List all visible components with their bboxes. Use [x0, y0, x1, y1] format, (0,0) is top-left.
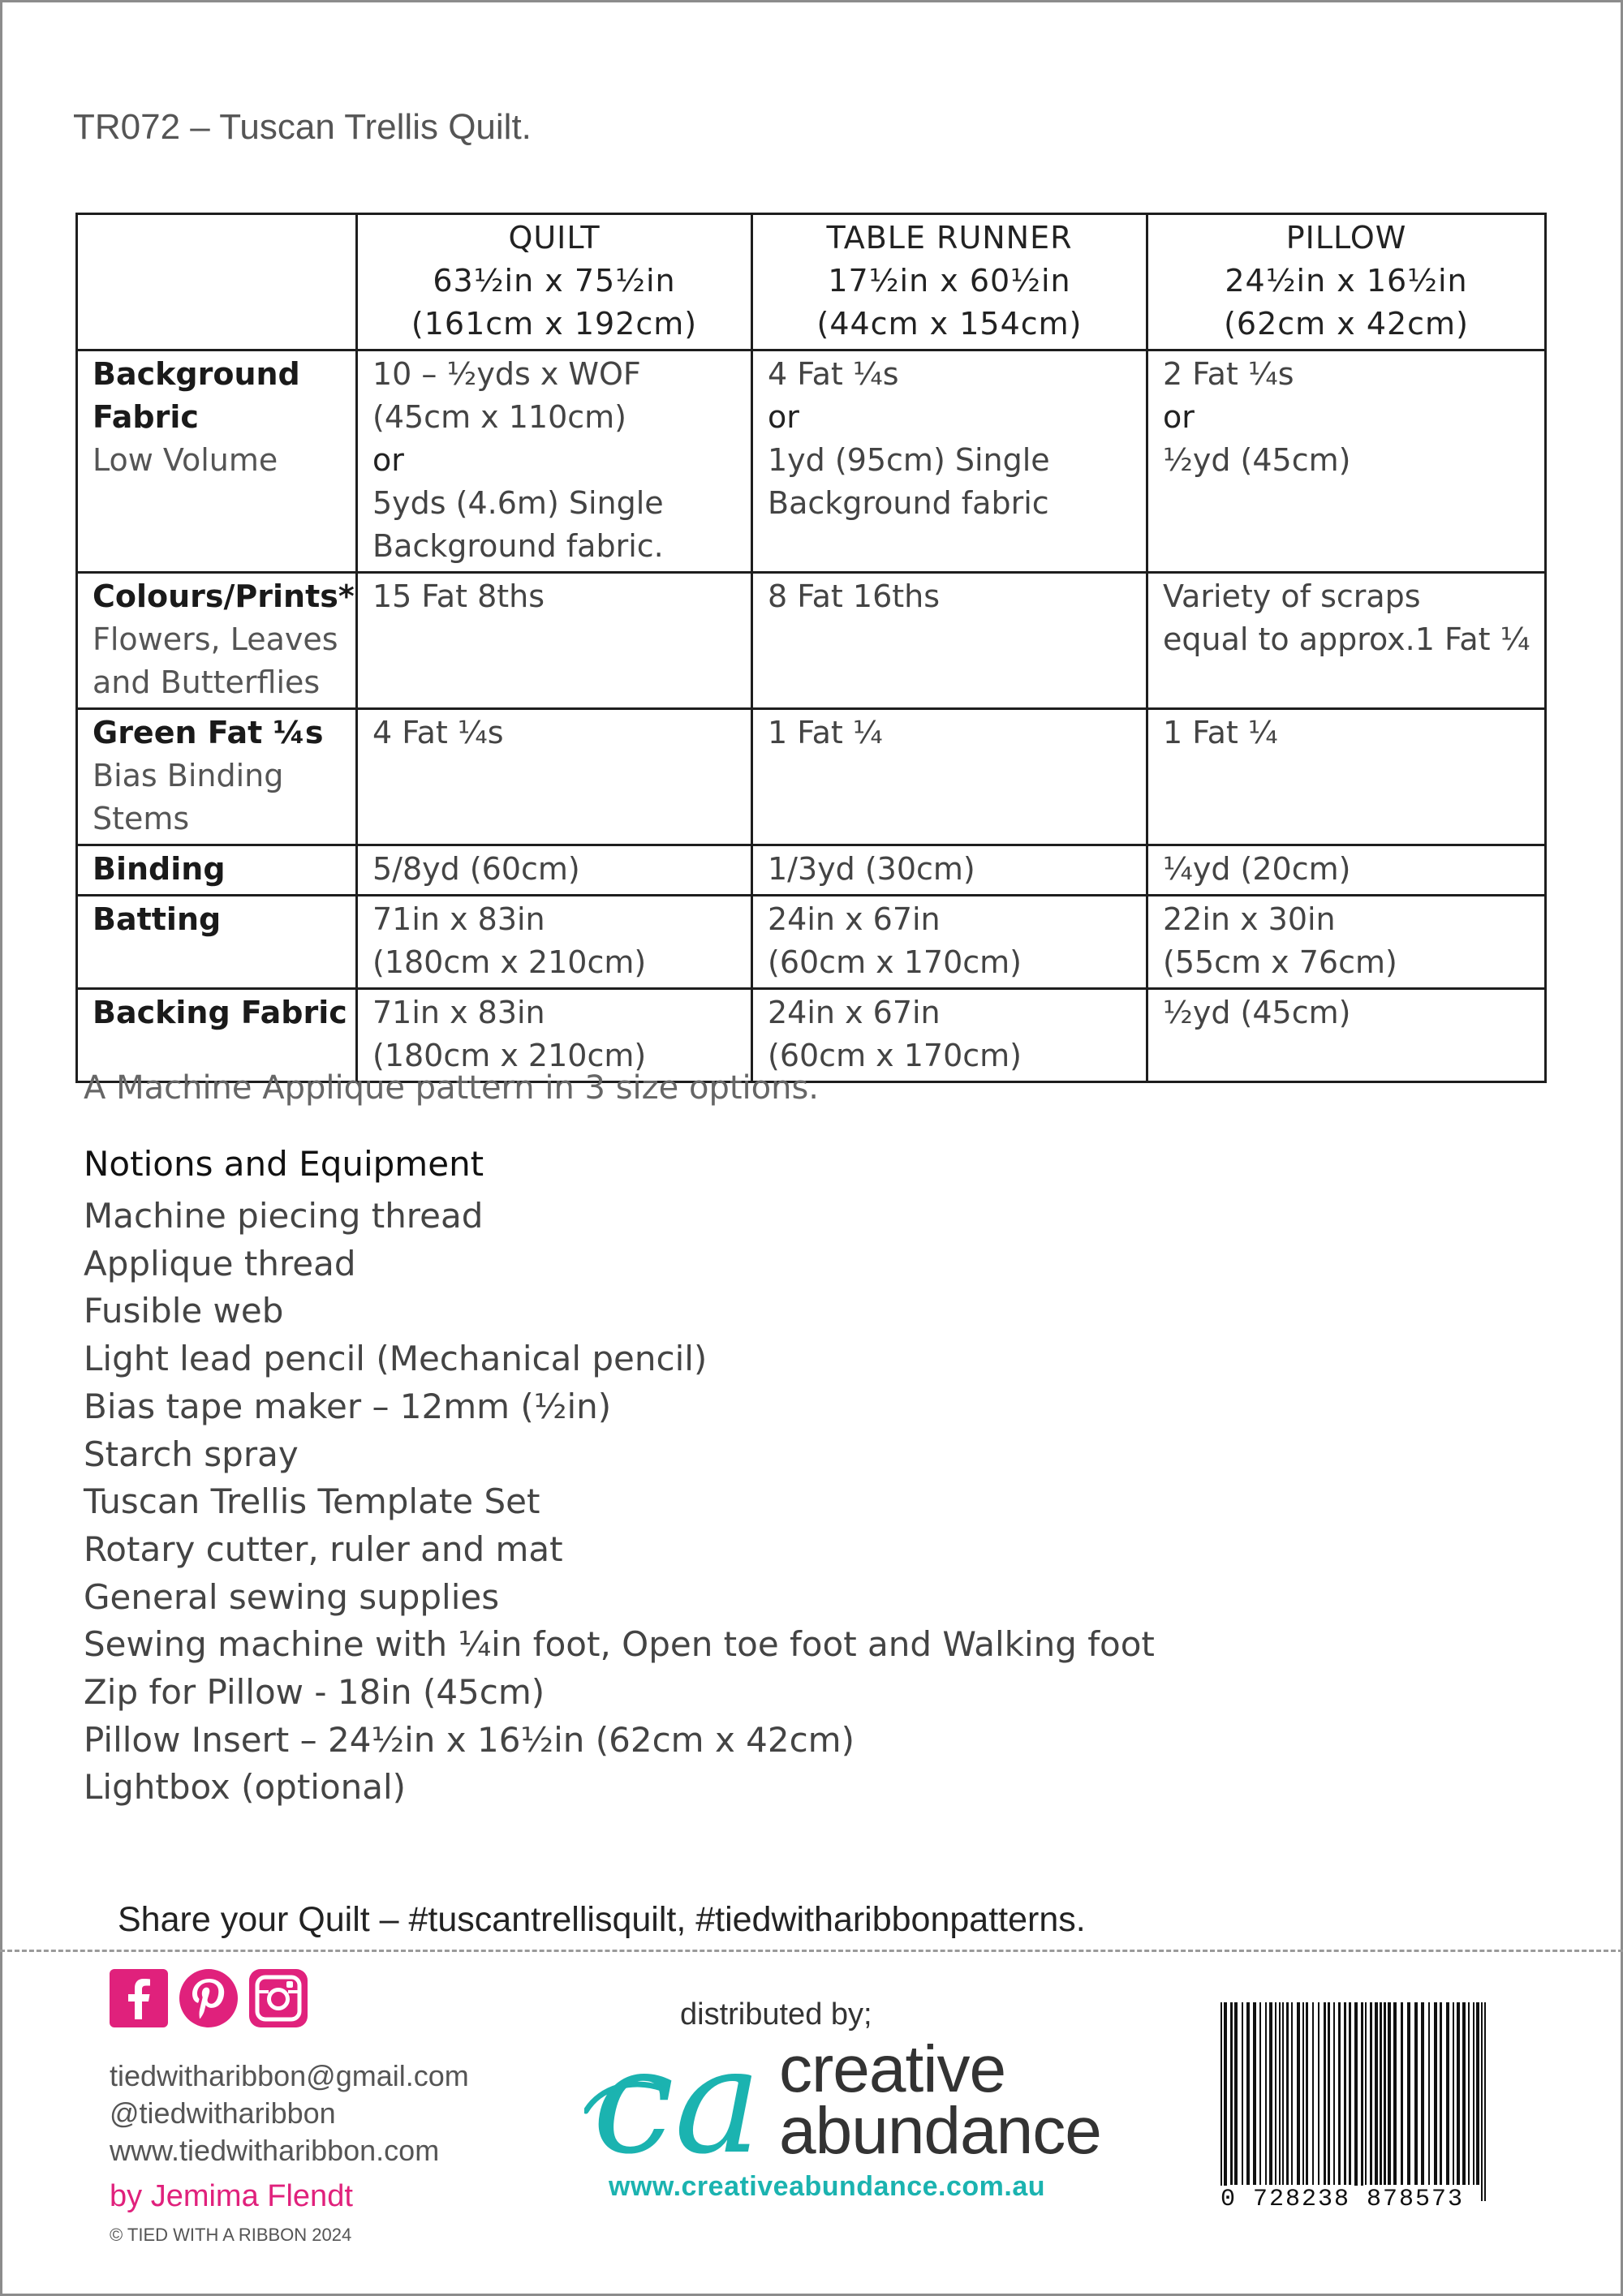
- barcode-bar: [1242, 2002, 1243, 2185]
- cell-line: 71in x 83in: [372, 901, 545, 937]
- barcode-bar: [1481, 2002, 1483, 2201]
- distributor-url[interactable]: www.creativeabundance.com.au: [609, 2171, 1046, 2202]
- cell-line: 4 Fat ¼s: [768, 356, 899, 392]
- barcode-bar: [1476, 2002, 1479, 2185]
- notion-item: Tuscan Trellis Template Set: [84, 1481, 540, 1522]
- cell-line: 15 Fat 8ths: [372, 578, 545, 614]
- dashed-divider: [0, 1950, 1623, 1952]
- cell-quilt: [357, 350, 752, 573]
- share-text: Share your Quilt – #tuscantrellisquilt, #tiedwitharibbonpatterns.: [118, 1900, 1086, 1939]
- column-header: [357, 214, 752, 350]
- row-title: Backing Fabric: [93, 995, 347, 1030]
- pinterest-icon[interactable]: [179, 1969, 238, 2027]
- cell-pillow: [1147, 845, 1546, 896]
- barcode-bar: [1220, 2002, 1222, 2201]
- barcode-bar: [1457, 2002, 1460, 2185]
- row-title: Colours/Prints*: [93, 578, 355, 614]
- barcode-bar: [1365, 2002, 1367, 2185]
- cell-pillow: [1147, 709, 1546, 845]
- barcode-bar: [1282, 2002, 1284, 2185]
- barcode-bar: [1302, 2002, 1304, 2185]
- cell-line: 1yd (95cm) Single: [768, 442, 1050, 478]
- table-row: [77, 573, 1546, 709]
- barcode-bar: [1297, 2002, 1300, 2185]
- creative-abundance-logo-icon: [584, 2030, 787, 2168]
- barcode-bar: [1453, 2002, 1454, 2185]
- author-credit: by Jemima Flendt: [110, 2179, 353, 2213]
- cell-line: (45cm x 110cm): [372, 399, 626, 435]
- barcode-bar: [1349, 2002, 1351, 2185]
- cell-runner: [752, 896, 1147, 989]
- barcode-bar: [1384, 2002, 1386, 2185]
- distributor-name-line1: creative: [779, 2032, 1006, 2106]
- cell-line: equal to approx.1 Fat ¼: [1163, 621, 1530, 657]
- contact-handle[interactable]: @tiedwitharibbon: [110, 2096, 336, 2130]
- cell-line: 1 Fat ¼: [1163, 715, 1278, 750]
- barcode-bar: [1246, 2002, 1250, 2185]
- cell-quilt: [357, 845, 752, 896]
- barcode-bar: [1306, 2002, 1308, 2185]
- barcode-bar: [1269, 2002, 1272, 2185]
- notion-item: Fusible web: [84, 1291, 284, 1331]
- barcode-bar: [1407, 2002, 1410, 2185]
- notion-item: Sewing machine with ¼in foot, Open toe foot and Walking foot: [84, 1624, 1155, 1665]
- barcode-bar: [1380, 2002, 1382, 2185]
- cell-pillow: [1147, 573, 1546, 709]
- barcode-bar: [1279, 2002, 1281, 2185]
- cell-line: 4 Fat ¼s: [372, 715, 504, 750]
- column-header-name: PILLOW: [1285, 220, 1407, 256]
- cell-line: Background fabric.: [372, 528, 664, 564]
- cell-line: (60cm x 170cm): [768, 1038, 1022, 1073]
- barcode-bar: [1428, 2002, 1430, 2185]
- barcode-bar: [1484, 2002, 1486, 2201]
- pattern-title: TR072 – Tuscan Trellis Quilt.: [73, 107, 532, 147]
- contact-website[interactable]: www.tiedwitharibbon.com: [110, 2134, 440, 2167]
- distributed-by-label: distributed by;: [680, 1997, 872, 2032]
- notion-item: General sewing supplies: [84, 1576, 500, 1617]
- row-header: [77, 709, 357, 845]
- column-header: [1147, 214, 1546, 350]
- barcode-bar: [1473, 2002, 1474, 2185]
- cell-quilt: [357, 573, 752, 709]
- column-header-size-cm: (62cm x 42cm): [1224, 306, 1469, 342]
- table-header-row: [77, 214, 1546, 350]
- barcode-bar: [1333, 2002, 1335, 2185]
- notion-item: Starch spray: [84, 1434, 299, 1474]
- cell-line: (180cm x 210cm): [372, 944, 647, 980]
- cell-line: ¼yd (20cm): [1163, 851, 1351, 887]
- row-header: [77, 350, 357, 573]
- table-row: [77, 709, 1546, 845]
- barcode-bar: [1324, 2002, 1326, 2185]
- cell-line: or: [1163, 399, 1195, 435]
- cell-quilt: [357, 989, 752, 1082]
- column-header-name: QUILT: [508, 220, 601, 256]
- cell-runner: [752, 709, 1147, 845]
- copyright: © TIED WITH A RIBBON 2024: [110, 2225, 352, 2245]
- column-header-size-in: 63½in x 75½in: [433, 263, 676, 299]
- column-header-size-cm: (44cm x 154cm): [816, 306, 1083, 342]
- barcode-bar: [1344, 2002, 1346, 2185]
- cell-pillow: [1147, 896, 1546, 989]
- notion-item: Rotary cutter, ruler and mat: [84, 1529, 563, 1569]
- notion-item: Zip for Pillow - 18in (45cm): [84, 1672, 545, 1713]
- column-header-size-in: 24½in x 16½in: [1225, 263, 1468, 299]
- table-row: [77, 989, 1546, 1082]
- facebook-icon[interactable]: [110, 1969, 168, 2027]
- cell-line: 1/3yd (30cm): [768, 851, 975, 887]
- barcode-bar: [1224, 2002, 1227, 2201]
- cell-line: 5yds (4.6m) Single: [372, 485, 664, 521]
- row-subtitle: Bias Binding Stems: [93, 758, 284, 836]
- contact-email[interactable]: tiedwitharibbon@gmail.com: [110, 2059, 469, 2092]
- column-header-size-cm: (161cm x 192cm): [411, 306, 698, 342]
- cell-line: 8 Fat 16ths: [768, 578, 941, 614]
- cell-line: 22in x 30in: [1163, 901, 1336, 937]
- barcode-bar: [1401, 2002, 1403, 2185]
- cell-line: 2 Fat ¼s: [1163, 356, 1294, 392]
- row-subtitle: Low Volume: [93, 442, 278, 478]
- notions-list: [84, 1193, 1155, 1812]
- row-subtitle: Flowers, Leaves and Butterflies: [93, 621, 338, 700]
- barcode-bar: [1421, 2002, 1424, 2185]
- table-row: [77, 350, 1546, 573]
- cell-line: Variety of scraps: [1163, 578, 1421, 614]
- barcode-bar: [1468, 2002, 1470, 2185]
- instagram-icon[interactable]: [249, 1969, 308, 2027]
- cell-line: (55cm x 76cm): [1163, 944, 1397, 980]
- barcode-bar: [1393, 2002, 1397, 2185]
- cell-line: (180cm x 210cm): [372, 1038, 647, 1073]
- barcode-bar: [1446, 2002, 1449, 2185]
- notion-item: Bias tape maker – 12mm (½in): [84, 1386, 612, 1426]
- cell-pillow: [1147, 350, 1546, 573]
- cell-line: 24in x 67in: [768, 995, 941, 1030]
- barcode-bar: [1253, 2002, 1256, 2185]
- barcode-bar: [1388, 2002, 1391, 2185]
- table-row: [77, 896, 1546, 989]
- row-header: [77, 845, 357, 896]
- distributor-logo: [584, 1997, 1169, 2216]
- barcode-bar: [1361, 2002, 1363, 2201]
- pattern-intro: A Machine Applique pattern in 3 size options.: [84, 1069, 820, 1107]
- cell-runner: [752, 350, 1147, 573]
- cell-line: 71in x 83in: [372, 995, 545, 1030]
- barcode-bar: [1338, 2002, 1341, 2185]
- row-title: Binding: [93, 851, 226, 887]
- cell-line: or: [372, 442, 404, 478]
- notion-item: Applique thread: [84, 1243, 356, 1283]
- requirements-table: [75, 213, 1547, 1083]
- barcode-bar: [1370, 2002, 1372, 2185]
- barcode-bar: [1275, 2002, 1276, 2185]
- row-title: Batting: [93, 901, 222, 937]
- notions-heading: Notions and Equipment: [84, 1144, 484, 1184]
- cell-line: 5/8yd (60cm): [372, 851, 580, 887]
- barcode-bar: [1291, 2002, 1293, 2185]
- barcode-bar: [1259, 2002, 1261, 2185]
- cell-line: ½yd (45cm): [1163, 995, 1351, 1030]
- cell-line: 10 – ½yds x WOF: [372, 356, 641, 392]
- contact-info: [110, 2057, 469, 2169]
- barcode-bar: [1434, 2002, 1437, 2185]
- table-corner-cell: [77, 214, 357, 350]
- row-title: Green Fat ¼s: [93, 715, 324, 750]
- row-header: [77, 573, 357, 709]
- barcode-bar: [1265, 2002, 1267, 2185]
- cell-line: ½yd (45cm): [1163, 442, 1351, 478]
- cell-line: Background fabric: [768, 485, 1049, 521]
- barcode: [1217, 2002, 1493, 2205]
- row-header: [77, 896, 357, 989]
- cell-quilt: [357, 896, 752, 989]
- column-header-name: TABLE RUNNER: [826, 220, 1073, 256]
- column-header: [752, 214, 1147, 350]
- cell-line: or: [768, 399, 799, 435]
- row-title: Background Fabric: [93, 356, 300, 435]
- cell-line: 24in x 67in: [768, 901, 941, 937]
- barcode-bar: [1318, 2002, 1319, 2185]
- barcode-number: 0 728238 878573: [1220, 2186, 1465, 2213]
- barcode-bar: [1328, 2002, 1330, 2185]
- barcode-bar: [1375, 2002, 1378, 2185]
- notion-item: Pillow Insert – 24½in x 16½in (62cm x 42cm): [84, 1719, 855, 1760]
- cell-quilt: [357, 709, 752, 845]
- social-icons: [110, 1969, 308, 2027]
- cell-runner: [752, 573, 1147, 709]
- logo-letters: ca: [592, 2030, 762, 2168]
- table-row: [77, 845, 1546, 896]
- cell-pillow: [1147, 989, 1546, 1082]
- notion-item: Lightbox (optional): [84, 1767, 407, 1808]
- barcode-bar: [1354, 2002, 1358, 2201]
- barcode-bar: [1234, 2002, 1238, 2185]
- barcode-bar: [1230, 2002, 1233, 2185]
- barcode-bar: [1462, 2002, 1466, 2185]
- cell-runner: [752, 845, 1147, 896]
- cell-runner: [752, 989, 1147, 1082]
- cell-line: (60cm x 170cm): [768, 944, 1022, 980]
- cell-line: 1 Fat ¼: [768, 715, 883, 750]
- row-header: [77, 989, 357, 1082]
- barcode-bar: [1414, 2002, 1418, 2185]
- notion-item: Machine piecing thread: [84, 1196, 484, 1236]
- barcode-bar: [1286, 2002, 1289, 2185]
- notion-item: Light lead pencil (Mechanical pencil): [84, 1339, 708, 1379]
- column-header-size-in: 17½in x 60½in: [828, 263, 1071, 299]
- barcode-bar: [1312, 2002, 1314, 2185]
- barcode-bar: [1440, 2002, 1442, 2185]
- distributor-name-line2: abundance: [779, 2094, 1101, 2168]
